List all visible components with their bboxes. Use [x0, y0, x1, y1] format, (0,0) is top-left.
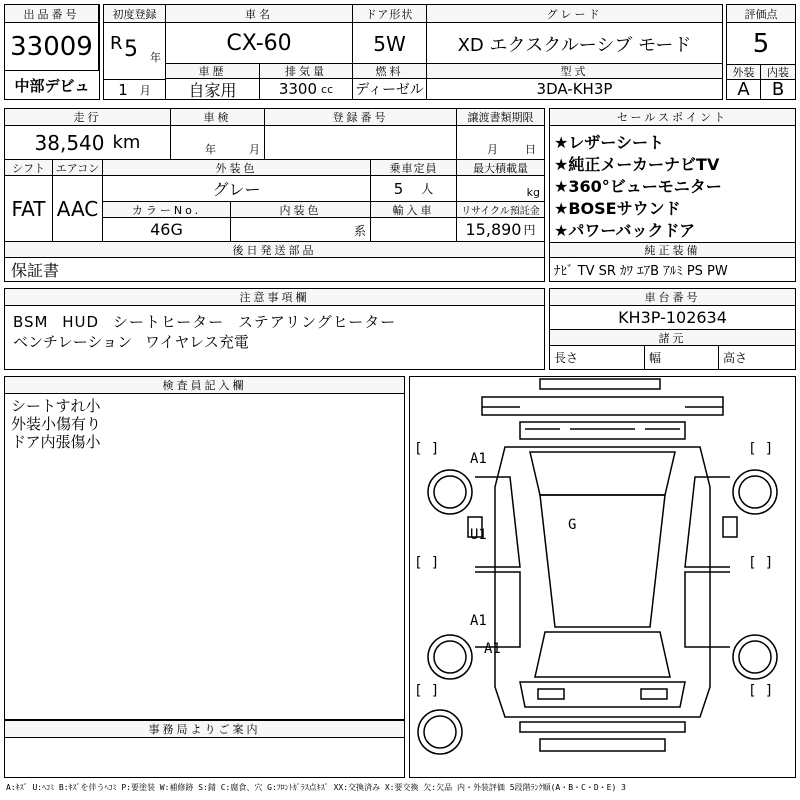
grade-label: グレード: [427, 5, 722, 23]
venue: 中部デビュ: [14, 76, 90, 95]
dims-width: [645, 346, 719, 369]
sales-point-5: ★パワーバックドア: [554, 221, 696, 240]
inspection-year: 年: [205, 143, 216, 156]
first-reg-value: [104, 23, 166, 65]
damage-mark-windshield: G: [568, 517, 577, 533]
capacity-value: 5: [393, 179, 404, 198]
damage-mark-left-rear-quarter: A1: [470, 613, 487, 629]
capacity-label: 乗車定員: [371, 160, 457, 176]
inspection-month: 月: [249, 143, 260, 156]
displacement-label: 排気量: [260, 63, 353, 79]
displacement-unit: cc: [321, 82, 334, 96]
header-block: [4, 4, 100, 100]
lot-label: 出品番号: [5, 5, 99, 23]
dims-length-label: 長さ: [554, 351, 579, 365]
recycle: [457, 218, 544, 242]
bracket-left-mid: [ ]: [414, 555, 440, 571]
transfer-label: 譲渡書類期限: [457, 109, 544, 126]
reg-spacer: [104, 65, 166, 79]
inspector-block: [4, 376, 405, 720]
history-label: 車歴: [166, 63, 260, 79]
model-label: 型式: [427, 63, 722, 79]
legend: A:ｷｽﾞ U:ﾍｺﾐ B:ｷｽﾞを伴うﾍｺﾐ P:要塗装 W:補修跡 S:錆 C:腐食、穴 G:ﾌﾛﾝﾄｶﾞﾗｽ点ｷｽﾞ XX:交換済み X:要交換 欠:欠品 内・外装評価 5段階ﾗﾝｸ順(A・B・C・D・E) 3: [6, 783, 626, 792]
int-label: 内装: [761, 65, 795, 80]
mileage-unit: km: [112, 132, 141, 153]
damage-mark-left-rear-door: U1: [470, 527, 487, 543]
notes-line-2: ベンチレーション ワイヤレス充電: [13, 333, 249, 351]
grade: XD エクスクルーシブ モード: [427, 23, 722, 65]
transfer-month: 月: [487, 143, 498, 156]
ac-value: AAC: [53, 176, 103, 242]
fuel: ディーゼル: [353, 79, 427, 99]
dims-height: [719, 346, 795, 369]
recycle-unit: 円: [523, 223, 536, 237]
displacement-value: 3300: [278, 80, 318, 98]
interior-color: [231, 218, 371, 242]
door-type: 5W: [353, 23, 427, 65]
color-no: 46G: [103, 218, 231, 242]
bracket-left-top: [ ]: [414, 441, 440, 457]
damage-mark-left-rear-wheel: A1: [484, 641, 501, 657]
office-label: 事務局よりご案内: [5, 721, 404, 738]
bracket-right-mid: [ ]: [748, 555, 774, 571]
score-block: [726, 4, 796, 100]
lot-number: 33009: [5, 23, 99, 71]
max-load-unit: kg: [526, 186, 540, 199]
notes-label: 注意事項欄: [5, 289, 544, 306]
mileage-label: 走行: [5, 109, 171, 126]
capacity: [371, 176, 457, 202]
dims-label: 諸元: [550, 330, 795, 346]
chassis-number: KH3P-102634: [550, 306, 795, 330]
chassis-block: [549, 288, 796, 370]
bracket-left-bottom: [ ]: [414, 683, 440, 699]
inspector-line-3: ドア内張傷小: [11, 433, 101, 451]
car-outline-diagram: [410, 377, 795, 777]
door-label: ドア形状: [353, 5, 427, 23]
int-grade: B: [771, 80, 785, 99]
inspection-value: [171, 126, 265, 160]
capacity-unit: 人: [421, 182, 434, 196]
inspector-label: 検査員記入欄: [5, 377, 404, 394]
import-label: 輸入車: [371, 202, 457, 218]
shift-label: シフト: [5, 160, 53, 176]
sales-point-2: ★純正メーカーナビTV: [554, 155, 720, 174]
notes-line-1: BSM HUD シートヒーター ステアリングヒーター: [13, 313, 397, 331]
damage-mark-front-left-door: A1: [470, 451, 487, 467]
reg-year-unit: 年: [150, 51, 161, 64]
score-label: 評価点: [727, 5, 795, 23]
max-load-label: 最大積載量: [457, 160, 544, 176]
score-value: 5: [727, 23, 795, 65]
reg-month-unit: 月: [139, 83, 151, 97]
office-block: [4, 720, 405, 778]
sales-point-4: ★BOSEサウンド: [554, 199, 681, 218]
bracket-right-top: [ ]: [748, 441, 774, 457]
sales-point-3: ★360°ビューモニター: [554, 177, 722, 196]
reg-month: [104, 79, 166, 99]
ext-grade: A: [727, 80, 761, 99]
interior-unit: 系: [353, 224, 366, 238]
equipment: ﾅﾋﾞ TV SR ｶﾜ ｴｱB ｱﾙﾐ PS PW: [554, 264, 728, 279]
color-no-label: カラーNo.: [103, 202, 231, 218]
mileage-value: 38,540: [34, 130, 105, 155]
era: R: [110, 33, 123, 54]
sales-point-1: ★レザーシート: [554, 133, 665, 152]
plate-value: [265, 126, 457, 160]
reg-year: 5: [124, 37, 138, 62]
displacement: [260, 79, 353, 99]
model-code: 3DA-KH3P: [536, 80, 613, 98]
recycle-label: リサイクル預託金: [457, 202, 544, 218]
car-diagram: [409, 376, 796, 778]
plate-label: 登録番号: [265, 109, 457, 126]
dims-height-label: 高さ: [723, 351, 748, 365]
car-name: CX-60: [166, 23, 353, 65]
exterior-color: グレー: [103, 176, 371, 202]
interior-label: 内装色: [231, 202, 371, 218]
equipment-label: 純正装備: [550, 242, 795, 258]
dims-width-label: 幅: [649, 351, 662, 365]
transfer-value: [457, 126, 544, 160]
later-parts-label: 後日発送部品: [5, 242, 544, 258]
spec-block: [4, 108, 545, 282]
max-load: [457, 176, 544, 202]
sales-points-label: セールスポイント: [550, 109, 795, 126]
exterior-label: 外装色: [103, 160, 371, 176]
first-reg-label: 初度登録: [104, 5, 166, 23]
later-parts: 保証書: [11, 261, 60, 280]
ac-label: エアコン: [53, 160, 103, 176]
transfer-day: 日: [525, 143, 536, 156]
reg-month-num: 1: [118, 80, 128, 99]
sales-points-block: [549, 108, 796, 282]
chassis-label: 車台番号: [550, 289, 795, 306]
car-name-label: 車名: [166, 5, 353, 23]
vehicle-block: [103, 4, 723, 100]
mileage: [5, 126, 171, 160]
dims-length: [550, 346, 645, 369]
notes-block: [4, 288, 545, 370]
recycle-value: 15,890: [465, 220, 522, 239]
inspector-line-1: シートすれ小: [11, 397, 101, 415]
inspector-line-2: 外装小傷有り: [11, 415, 102, 433]
import-value: [371, 218, 457, 242]
ext-label: 外装: [727, 65, 761, 80]
history: 自家用: [166, 79, 260, 99]
shift-value: FAT: [5, 176, 53, 242]
inspection-label: 車検: [171, 109, 265, 126]
bracket-right-bottom: [ ]: [748, 683, 774, 699]
fuel-label: 燃料: [353, 63, 427, 79]
